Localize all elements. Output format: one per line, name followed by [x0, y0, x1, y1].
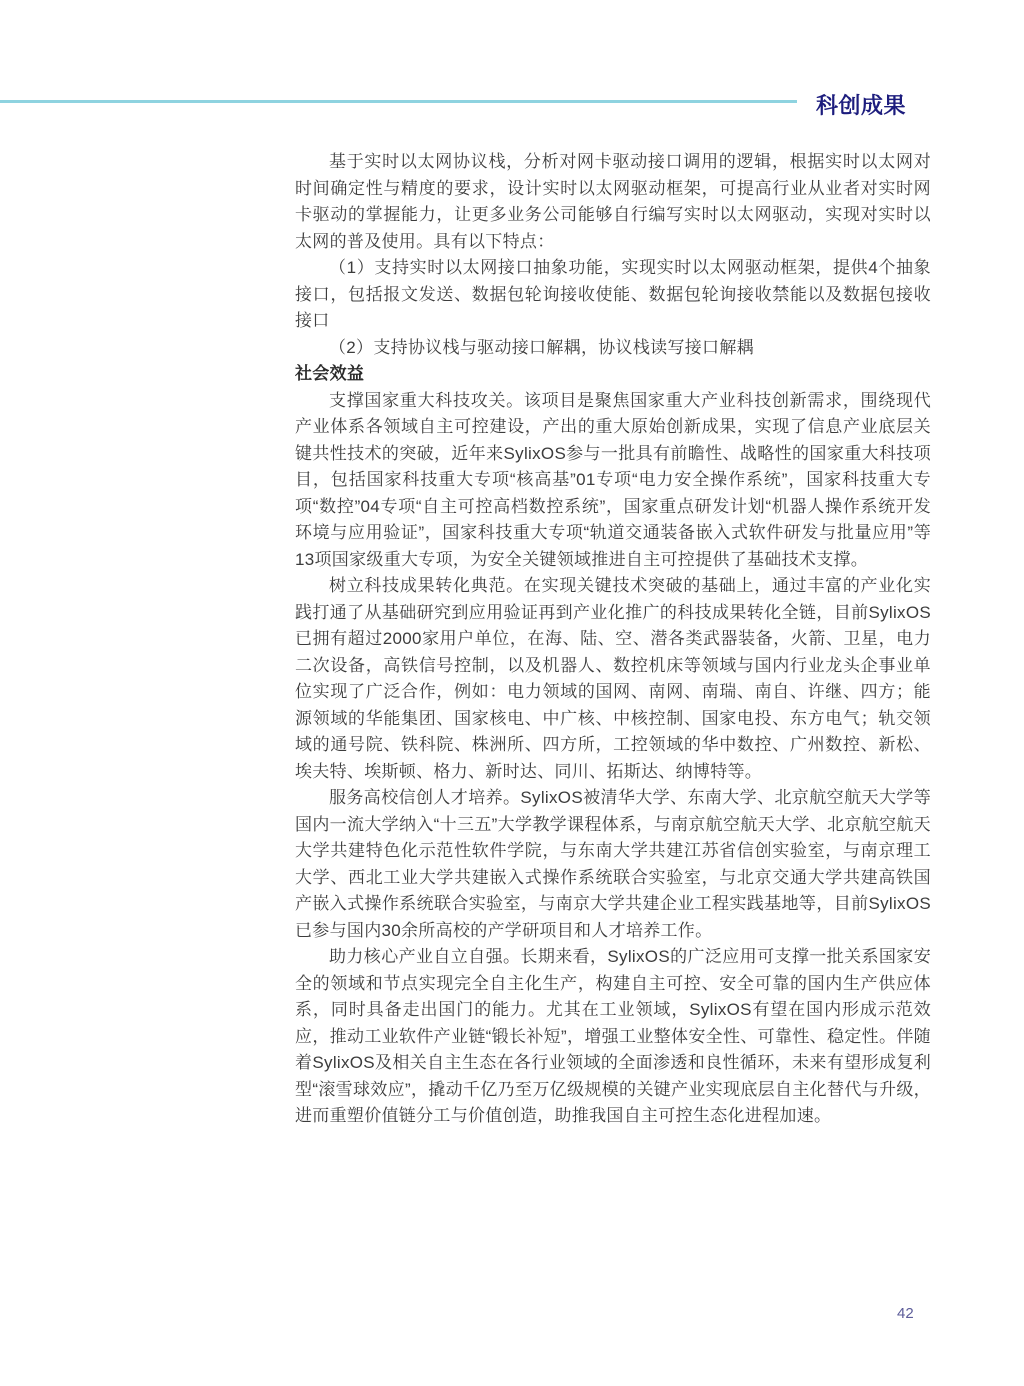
paragraph-national-projects: 支撑国家重大科技攻关。该项目是聚焦国家重大产业科技创新需求，围绕现代产业体系各领域自主可控建设，产出的重大原始创新成果，实现了信息产业底层关键共性技术的突破，近年来SylixOS参与一批具有前瞻性、战略性的国家重大科技项目，包括国家科技重大专项“核高基”01专项“电力安全操作系统”，国家科技重大专项“数控”04专项“自主可控高档数控系统”，国家重点研发计划“机器人操作系统开发环境与应用验证”，国家科技重大专项“轨道交通装备嵌入式软件研发与批量应用”等13项国家级重大专项，为安全关键领域推进自主可控提供了基础技术支撑。	[295, 390, 931, 569]
paragraph-industry-independence: 助力核心产业自立自强。长期来看，SylixOS的广泛应用可支撑一批关系国家安全的领域和节点实现完全自主化生产，构建自主可控、安全可靠的国内生产供应体系，同时具备走出国门的能力。尤其在工业领域，SylixOS有望在国内形成示范效应，推动工业软件产业链“锻长补短”，增强工业整体安全性、可靠性、稳定性。伴随着SylixOS及相关自主生态在各行业领域的全面渗透和良性循环，未来有望形成复利型“滚雪球效应”，撬动千亿乃至万亿级规模的关键产业实现底层自主化替代与升级，进而重塑价值链分工与价值创造，助推我国自主可控生态化进程加速。	[295, 947, 931, 1125]
page-number: 42	[897, 1305, 914, 1322]
paragraph-industrialization: 树立科技成果转化典范。在实现关键技术突破的基础上，通过丰富的产业化实践打通了从基础研究到应用验证再到产业化推广的科技成果转化全链，目前SylixOS已拥有超过2000家用户单位，在海、陆、空、潜各类武器装备，火箭、卫星，电力二次设备，高铁信号控制，以及机器人、数控机床等领域与国内行业龙头企事业单位实现了广泛合作，例如：电力领域的国网、南网、南瑞、南自、许继、四方；能源领域的华能集团、国家核电、中广核、中核控制、国家电投、东方电气；轨交领域的通号院、铁科院、株洲所、四方所，工控领域的华中数控、广州数控、新松、埃夫特、埃斯顿、格力、新时达、同川、拓斯达、纳博特等。	[295, 576, 931, 781]
paragraph-feature-2: （2）支持协议栈与驱动接口解耦，协议栈读写接口解耦	[329, 337, 754, 357]
paragraph-feature-1: （1）支持实时以太网接口抽象功能，实现实时以太网驱动框架，提供4个抽象接口，包括报文发送、数据包轮询接收使能、数据包轮询接收禁能以及数据包接收接口	[295, 258, 931, 330]
section-title: 科创成果	[816, 93, 907, 118]
paragraph-education: 服务高校信创人才培养。SylixOS被清华大学、东南大学、北京航空航天大学等国内一流大学纳入“十三五”大学教学课程体系，与南京航空航天大学、北京航空航天大学共建特色化示范性软件学院，与东南大学共建江苏省信创实验室，与南京理工大学、西北工业大学共建嵌入式操作系统联合实验室，与北京交通大学共建高铁国产嵌入式操作系统联合实验室，与南京大学共建企业工程实践基地等，目前SylixOS已参与国内30余所高校的产学研项目和人才培养工作。	[295, 788, 931, 940]
header-divider	[0, 100, 797, 103]
paragraph-intro: 基于实时以太网协议栈，分析对网卡驱动接口调用的逻辑，根据实时以太网对时间确定性与精度的要求，设计实时以太网驱动框架，可提高行业从业者对实时网卡驱动的掌握能力，让更多业务公司能够自行编写实时以太网驱动，实现对实时以太网的普及使用。具有以下特点：	[295, 152, 931, 251]
document-body	[295, 149, 931, 1130]
heading-social-benefit: 社会效益	[295, 364, 365, 383]
